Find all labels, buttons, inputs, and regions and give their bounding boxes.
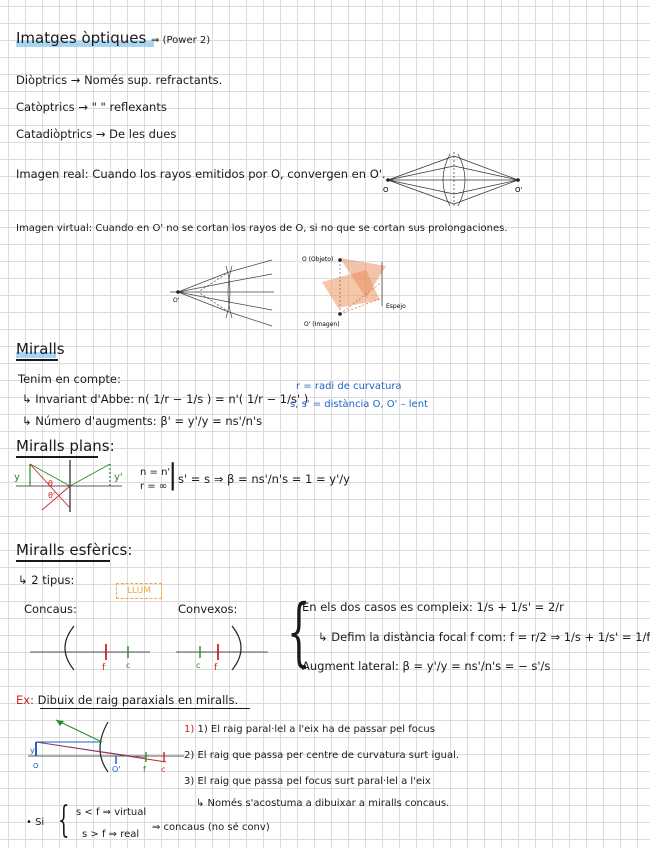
convexos-label: Convexos: [178, 602, 238, 616]
esferics-eq3: Augment lateral: β = y'/y = ns'/n's = − s'/s [302, 659, 551, 673]
concave-c-label: c [126, 661, 131, 670]
ex-c-label: c [161, 765, 166, 774]
catoptrics-line: Catòptrics → " " reflexants [16, 100, 167, 114]
virtual-image-lens-figure [168, 258, 276, 330]
plans-theta-label: θ [48, 479, 53, 488]
ex-f-label: f [143, 765, 146, 774]
imagen-virtual-text: Imagen virtual: Cuando en O' no se cortan los rayos de O, si no que se cortan sus prolongaciones. [16, 223, 508, 234]
conclusio-virtual: s < f ⇒ virtual [76, 807, 147, 818]
fig3-objeto-label: O (Objeto) [302, 256, 334, 263]
llum-box [116, 583, 162, 599]
page-title: Imatges òptiques ⇒ (Power 2) [16, 29, 211, 47]
plans-y-prime-label: y' [114, 472, 123, 483]
catadioptrics-line: Catadiòptrics → De les dues [16, 127, 177, 141]
conclusio-si: • Si [26, 817, 45, 828]
esferics-eq1: En els dos casos es compleix: 1/s + 1/s' = 2/r [302, 600, 564, 614]
esferics-eq2: ↳ Defim la distància focal f com: f = r/2 ⇒ 1/s + 1/s' = 1/f [318, 630, 650, 644]
plans-cond-n: n = n' [140, 467, 171, 478]
fig1-o-prime-label: O' [515, 186, 523, 194]
ray-rule-2: 2) El raig que passa per centre de curvatura surt igual. [184, 750, 460, 761]
concaus-label: Concaus: [24, 602, 77, 616]
plans-brace: | [168, 458, 178, 491]
plans-theta-prime-label: θ' [48, 491, 56, 500]
ray-rule-3: 3) El raig que passa pel focus surt paral·lel a l'eix [184, 776, 431, 787]
mirror-reflection-figure [300, 252, 412, 332]
dioptrics-line: Diòptrics → Només sup. refractants. [16, 73, 223, 87]
convex-f-label: f [214, 663, 218, 673]
ex-o-prime-label: O' [112, 765, 121, 774]
fig2-o-prime-label: O' [173, 297, 180, 304]
r-definition: r = radi de curvatura [296, 381, 402, 392]
miralls-esferics-underline [16, 560, 110, 562]
ray-rule-3b: ↳ Només s'acostuma a dibuixar a miralls concaus. [196, 798, 450, 809]
miralls-plans-heading: Miralls plans: [16, 437, 115, 455]
concave-f-label: f [102, 663, 106, 673]
abbe-invariant: ↳ Invariant d'Abbe: n( 1/r − 1/s ) = n'( 1/r − 1/s' ) [22, 392, 309, 406]
fig3-imagen-label: O' (Imagen) [304, 321, 340, 328]
convex-mirror-figure [176, 620, 276, 672]
fig1-o-label: O [383, 186, 389, 194]
exemple-title: Ex: Dibuix de raig paraxials en miralls. [16, 693, 239, 707]
plane-mirror-figure [12, 458, 130, 514]
concave-mirror-figure [30, 620, 150, 672]
plans-cond-r: r = ∞ [140, 481, 168, 492]
imagen-real-text: Imagen real: Cuando los rayos emitidos por O, convergen en O'. [16, 167, 386, 181]
convex-c-label: c [196, 661, 201, 670]
plans-y-label: y [14, 472, 20, 483]
conclusio-brace: { [58, 800, 70, 841]
numero-augments: ↳ Número d'augments: β' = y'/y = ns'/n's [22, 414, 263, 428]
miralls-heading: Miralls [16, 340, 65, 358]
real-image-lens-figure [378, 150, 530, 210]
llum-label: LLUM [127, 586, 151, 596]
conclusio-real: s > f ⇒ real [82, 829, 140, 840]
fig3-espejo-label: Espejo [386, 303, 406, 310]
tenim-en-compte: Tenim en compte: [18, 372, 121, 386]
miralls-esferics-heading: Miralls esfèrics: [16, 541, 133, 559]
ray-rule-1: 1) 1) El raig paral·lel a l'eix ha de passar pel focus [184, 724, 435, 735]
dos-tipus: ↳ 2 tipus: [18, 573, 75, 587]
exemple-underline [40, 708, 250, 709]
plans-equation: s' = s ⇒ β = ns'/n's = 1 = y'/y [178, 472, 350, 486]
ex-y-label: y [30, 746, 35, 755]
conclusio-result: ⇒ concaus (no sé conv) [152, 822, 270, 833]
esferics-brace: { [287, 589, 311, 675]
paraxial-rays-figure [26, 712, 186, 776]
s-definition: s, s' = distància O, O' – lent [290, 399, 428, 410]
miralls-underline [16, 359, 58, 361]
ex-o-label: O [33, 762, 39, 770]
